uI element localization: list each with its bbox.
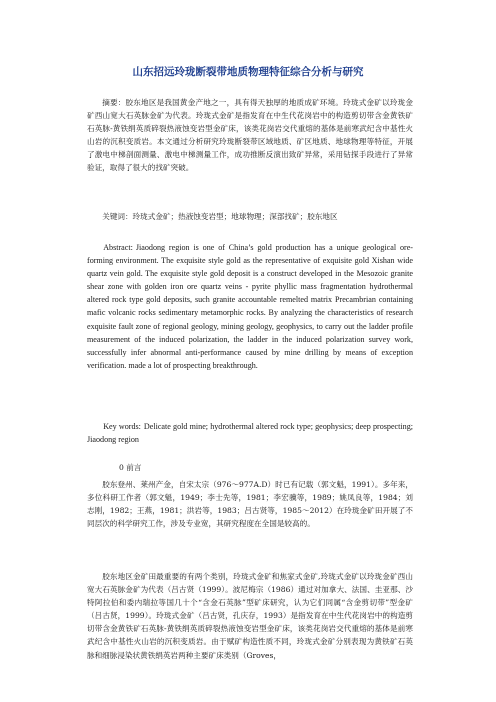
chinese-abstract: 摘要：胶东地区是我国黄金产地之一，具有得天独厚的地质成矿环境。玲珑式金矿以玲珑金矿西山宽大石英脉金矿为代表。玲珑式金矿是指发育在中生代花岗岩中的构造剪切带含金黄铁矿石英脉-黄铁绢英质碎裂热液蚀变岩型金矿床，该类花岗岩交代重熔的基体是前寒武纪含中基性火山岩的沉积变质岩。本文通过分析研究玲珑断裂带区域地质、矿区地质、地球物理等特征，开展了激电中梯剖面测量、激电中梯测量工作，成功推断反演出致矿异常，采用钻探手段进行了异常验证，取得了很大的找矿突破。 bbox=[87, 98, 413, 173]
abstract-label: Abstract: bbox=[103, 243, 133, 252]
paper-title: 山东招远玲珑断裂带地质物理特征综合分析与研究 bbox=[132, 66, 364, 78]
intro-paragraph-2: 胶东地区金矿田最重要的有两个类别，玲珑式金矿和焦家式金矿,玲珑式金矿以玲珑金矿西山宽大石英脉金矿为代表（吕古贤（1999）。波尼梅宗（1986）通过对加拿大、法国、圭亚那、沙特阿拉伯和委内瑞拉等国几十个“含金石英脉”型矿床研究，认为它们同属“含金剪切带”型金矿（吕古贤，1999）。玲珑式金矿（吕古贤，孔庆存，1993）是指发育在中生代花岗岩中的构造剪切带含金黄铁矿石英脉-黄铁绢英质碎裂热液蚀变岩型金矿床，该类花岗岩交代重熔的基体是前寒武纪含中基性火山岩的沉积变质岩。由于赋矿构造性质不同，玲珑式金矿分别表现为黄铁矿石英脉和细脉浸染状黄铁绢英岩两种主要矿床类别（Groves， bbox=[87, 572, 413, 660]
chinese-keywords: 关键词：玲珑式金矿；热液蚀变岩型；地球物理；深部找矿；胶东地区 bbox=[102, 212, 338, 221]
intro-paragraph-1: 胶东登州、莱州产金，自宋太宗（976～977A.D）时已有记载（郭文魁，1991）。多年来，多位科研工作者（郭文魁，1949；李士先等，1981；李宏骥等，1989；姚凤良等，1984；刘志刚，1982；王燕，1981；洪岩等，1983；吕古贤等，1985～2012）在玲珑金矿田开展了不同层次的科学研究工作，涉及专业宽，其研究程度在全国是较高的。 bbox=[87, 480, 413, 529]
english-keywords bbox=[87, 420, 413, 446]
section-heading: 0 前言 bbox=[119, 463, 142, 472]
english-abstract bbox=[87, 241, 413, 372]
abstract-text: Jiaodong region is one of China’s gold production has a unique geological ore-forming environment. The exquisite style gold as the representative of exquisite gold Xishan wide quartz vein gold. The exquisite style gold deposit is a construct developed in the Mesozoic granite shear zone with golden iron ore quartz veins - pyrite phyllic mass fragmentation hydrothermal altered rock type gold deposits, such granite accountable remelted matrix Precambrian containing mafic volcanic rocks sedimentary metamorphic rocks. By analyzing the characteristics of research exquisite fault zone of regional geology, mining geology, geophysics, to carry out the ladder profile measurement of the induced polarization, the ladder in the induced polarization survey work, successfully infer abnormal anti-performance caused by mine drilling by means of exception verification. made a lot of prospecting breakthrough. bbox=[87, 243, 413, 370]
keywords-label: Key words: bbox=[103, 422, 141, 431]
keywords-text: Delicate gold mine; hydrothermal altered rock type; geophysics; deep prospecting; Jiaodong region bbox=[87, 422, 413, 445]
